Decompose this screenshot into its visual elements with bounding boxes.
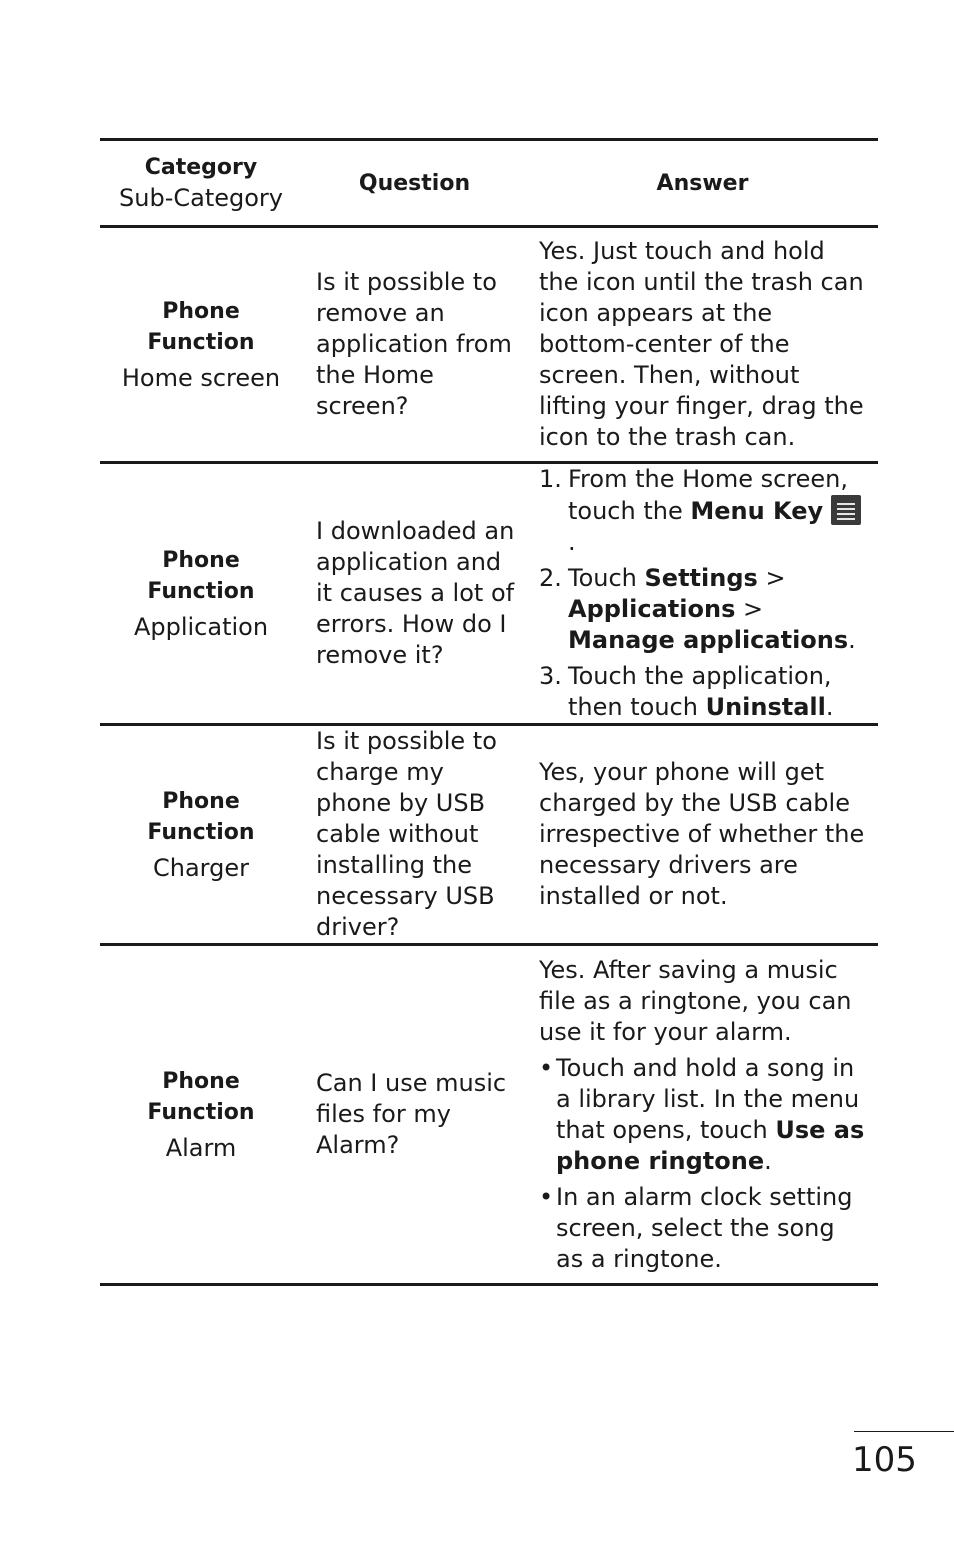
table-header-row [100,140,878,227]
bullet-text: Touch and hold a song in a library list. In the menu that opens, touch [556,1053,860,1144]
category-line-2: Function [147,819,255,845]
settings-label: Settings [644,564,758,592]
question-cell: Is it possible to charge my phone by USB cable without installing the necessary USB driver? [316,727,497,941]
step-end: . [825,693,834,721]
question-cell: I downloaded an application and it causes a lot of errors. How do I remove it? [316,517,515,669]
step-item [539,563,868,656]
sub-category: Alarm [165,1133,237,1162]
step-text: Touch [568,564,645,592]
manage-applications-label: Manage applications [568,626,849,654]
step-number: 2. [539,564,562,592]
table-row [100,945,878,1285]
applications-label: Applications [568,595,736,623]
category-line-1: Phone [162,298,240,324]
table-row [100,725,878,945]
sub-category: Charger [153,853,249,882]
answer-bullets [539,1053,868,1275]
header-question: Question [358,170,471,196]
table-row [100,463,878,725]
category-line-2: Function [147,329,255,355]
category-cell [100,463,302,725]
bullet-item [539,1053,868,1177]
step-end: . [848,626,856,654]
step-item [539,661,868,723]
answer-text: Yes, your phone will get charged by the USB cable irrespective of whether the necessary drivers are installed or not. [539,758,865,910]
bullet-end: . [764,1146,772,1175]
category-line-2: Function [147,578,255,604]
bullet-mark: • [539,1182,554,1211]
answer-cell [527,725,878,945]
bullet-item [539,1182,868,1275]
answer-cell [527,463,878,725]
step-separator: > [735,595,764,623]
bullet-text: In an alarm clock setting screen, select the song as a ringtone. [556,1182,853,1273]
header-category-label: Category [144,154,258,180]
answer-cell [527,945,878,1285]
category-cell [100,945,302,1285]
step-end: . [568,528,576,556]
question-cell: Can I use music files for my Alarm? [316,1069,507,1159]
answer-text: Yes. Just touch and hold the icon until the trash can icon appears at the bottom-center of the screen. Then, without lifting your finger, drag the icon to the trash can. [539,237,864,451]
answer-cell [527,227,878,463]
category-line-1: Phone [162,1068,240,1094]
question-cell: Is it possible to remove an application from the Home screen? [316,268,512,420]
answer-text: Yes. After saving a music file as a ringtone, you can use it for your alarm. [539,955,852,1046]
menu-key-icon [831,495,861,525]
category-line-1: Phone [162,547,240,573]
bullet-mark: • [539,1053,554,1082]
answer-steps [539,464,868,723]
category-cell [100,227,302,463]
category-line-2: Function [147,1099,255,1125]
category-line-1: Phone [162,788,240,814]
step-item [539,464,868,558]
page-number-rule [854,1431,954,1432]
menu-key-label: Menu Key [690,497,824,525]
header-subcategory-label: Sub-Category [119,183,283,212]
step-text: From the Home screen, touch the [568,465,849,525]
faq-table [100,138,878,1286]
sub-category: Home screen [121,363,281,392]
table-row [100,227,878,463]
page-number: 105 [852,1440,917,1480]
step-number: 3. [539,662,562,690]
step-number: 1. [539,465,562,493]
use-as-ringtone-label: Use as phone ringtone [556,1115,865,1175]
header-answer: Answer [656,170,749,196]
sub-category: Application [133,612,269,641]
uninstall-label: Uninstall [705,693,826,721]
category-cell [100,725,302,945]
step-separator: > [757,564,786,592]
step-text: Touch the application, then touch [568,662,832,721]
header-category [100,140,302,227]
